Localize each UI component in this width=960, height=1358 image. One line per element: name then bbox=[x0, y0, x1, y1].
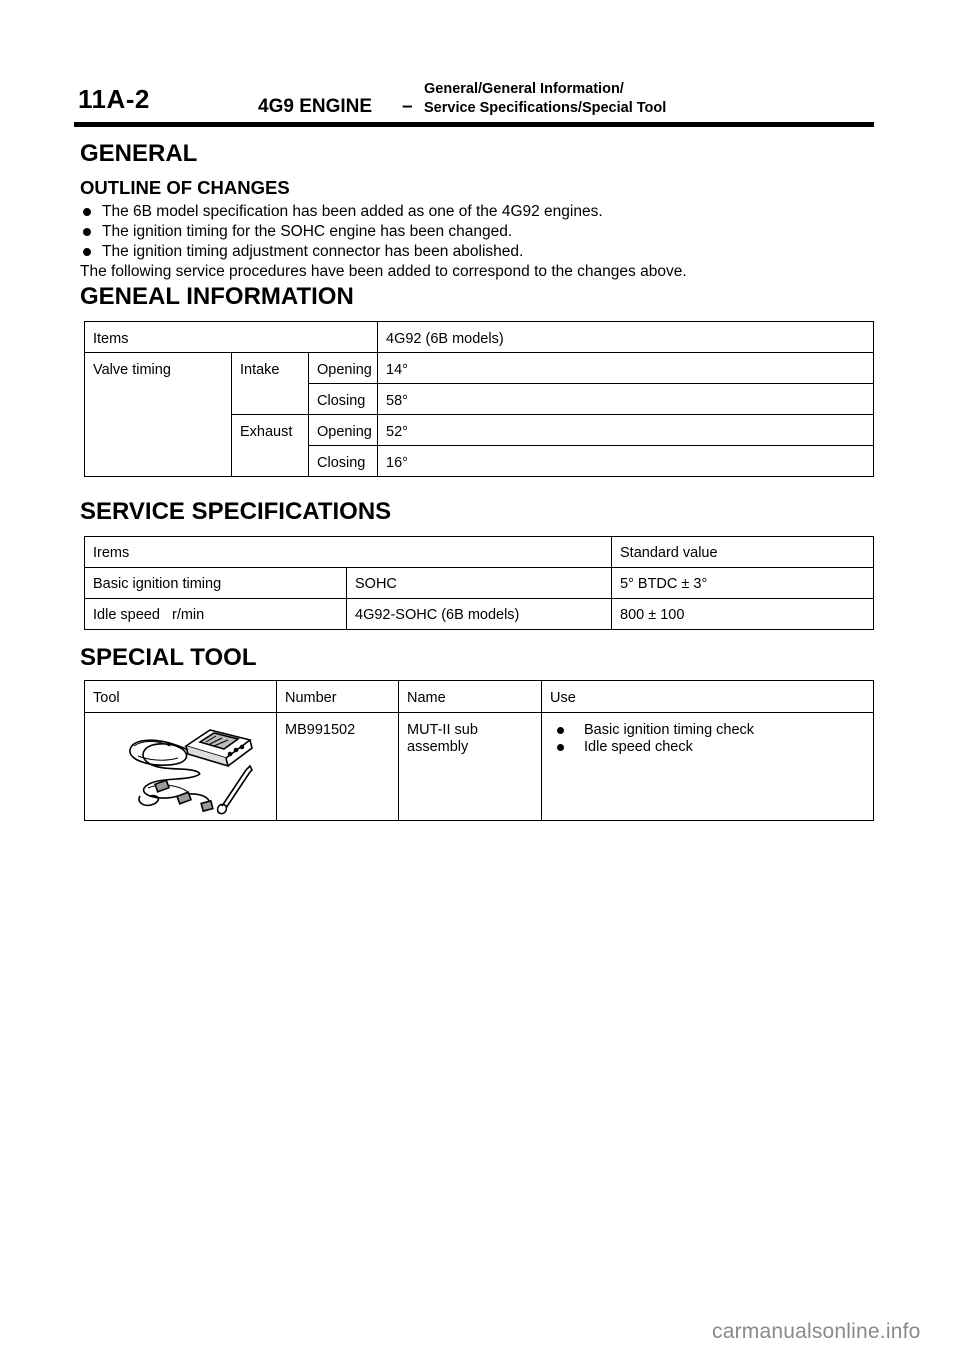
header-standard-value: Standard value bbox=[612, 537, 874, 568]
event-cell: Opening bbox=[309, 353, 378, 384]
outline-list bbox=[80, 202, 870, 282]
value-cell: 5° BTDC ± 3° bbox=[612, 568, 874, 599]
bullet-icon bbox=[83, 228, 91, 236]
list-item: Idle speed check bbox=[550, 739, 873, 756]
condition-cell: 4G92-SOHC (6B models) bbox=[347, 599, 612, 630]
page-number: 11A-2 bbox=[78, 84, 150, 114]
value-cell: 16° bbox=[378, 446, 874, 477]
value-cell: 800 ± 100 bbox=[612, 599, 874, 630]
header-rule bbox=[74, 122, 874, 127]
valve-timing-label: Valve timing bbox=[85, 353, 232, 477]
table-row bbox=[85, 322, 874, 353]
list-item: The 6B model specification has been added as one of the 4G92 engines. bbox=[80, 202, 870, 222]
header-use: Use bbox=[542, 681, 874, 713]
outline-subtitle: OUTLINE OF CHANGES bbox=[80, 177, 290, 198]
general-title: GENERAL bbox=[80, 140, 198, 167]
tool-use bbox=[542, 713, 874, 821]
bullet-icon bbox=[83, 248, 91, 256]
list-item: The ignition timing for the SOHC engine has been changed. bbox=[80, 222, 870, 242]
bullet-icon bbox=[83, 208, 91, 216]
outline-note: The following service procedures have been added to correspond to the changes above. bbox=[80, 263, 687, 280]
condition-cell: SOHC bbox=[347, 568, 612, 599]
valve-timing-table bbox=[84, 321, 874, 477]
table-row bbox=[85, 681, 874, 713]
intake-label: Intake bbox=[232, 353, 309, 415]
table-row bbox=[85, 568, 874, 599]
header-number: Number bbox=[277, 681, 399, 713]
event-cell: Closing bbox=[309, 384, 378, 415]
section-path-line2: Service Specifications/Special Tool bbox=[424, 100, 667, 116]
mut-ii-tester-icon bbox=[118, 716, 264, 816]
watermark: carmanualsonline.info bbox=[712, 1320, 921, 1343]
table-row bbox=[85, 537, 874, 568]
header-name: Name bbox=[399, 681, 542, 713]
header-items: Irems bbox=[85, 537, 612, 568]
event-cell: Opening bbox=[309, 415, 378, 446]
table-row bbox=[85, 353, 874, 384]
special-tool-title: SPECIAL TOOL bbox=[80, 644, 257, 671]
item-cell: Idle speed r/min bbox=[85, 599, 347, 630]
header-model: 4G92 (6B models) bbox=[378, 322, 874, 353]
item-cell: Basic ignition timing bbox=[85, 568, 347, 599]
value-cell: 14° bbox=[378, 353, 874, 384]
table-row bbox=[85, 599, 874, 630]
header-tool: Tool bbox=[85, 681, 277, 713]
bullet-icon bbox=[557, 744, 564, 751]
bullet-icon bbox=[557, 727, 564, 734]
tool-number: MB991502 bbox=[277, 713, 399, 821]
tool-name: MUT-II sub assembly bbox=[399, 713, 542, 821]
value-cell: 58° bbox=[378, 384, 874, 415]
header-items: Items bbox=[85, 322, 378, 353]
service-specifications-table bbox=[84, 536, 874, 630]
list-item: The ignition timing adjustment connector has been abolished. bbox=[80, 242, 870, 262]
exhaust-label: Exhaust bbox=[232, 415, 309, 477]
event-cell: Closing bbox=[309, 446, 378, 477]
engine-title: 4G9 ENGINE bbox=[258, 96, 373, 117]
list-item: Basic ignition timing check bbox=[550, 722, 873, 739]
header-dash: – bbox=[402, 96, 413, 117]
service-specifications-title: SERVICE SPECIFICATIONS bbox=[80, 498, 392, 525]
value-cell: 52° bbox=[378, 415, 874, 446]
section-path-line1: General/General Information/ bbox=[424, 81, 624, 97]
general-information-title: GENEAL INFORMATION bbox=[80, 283, 354, 310]
